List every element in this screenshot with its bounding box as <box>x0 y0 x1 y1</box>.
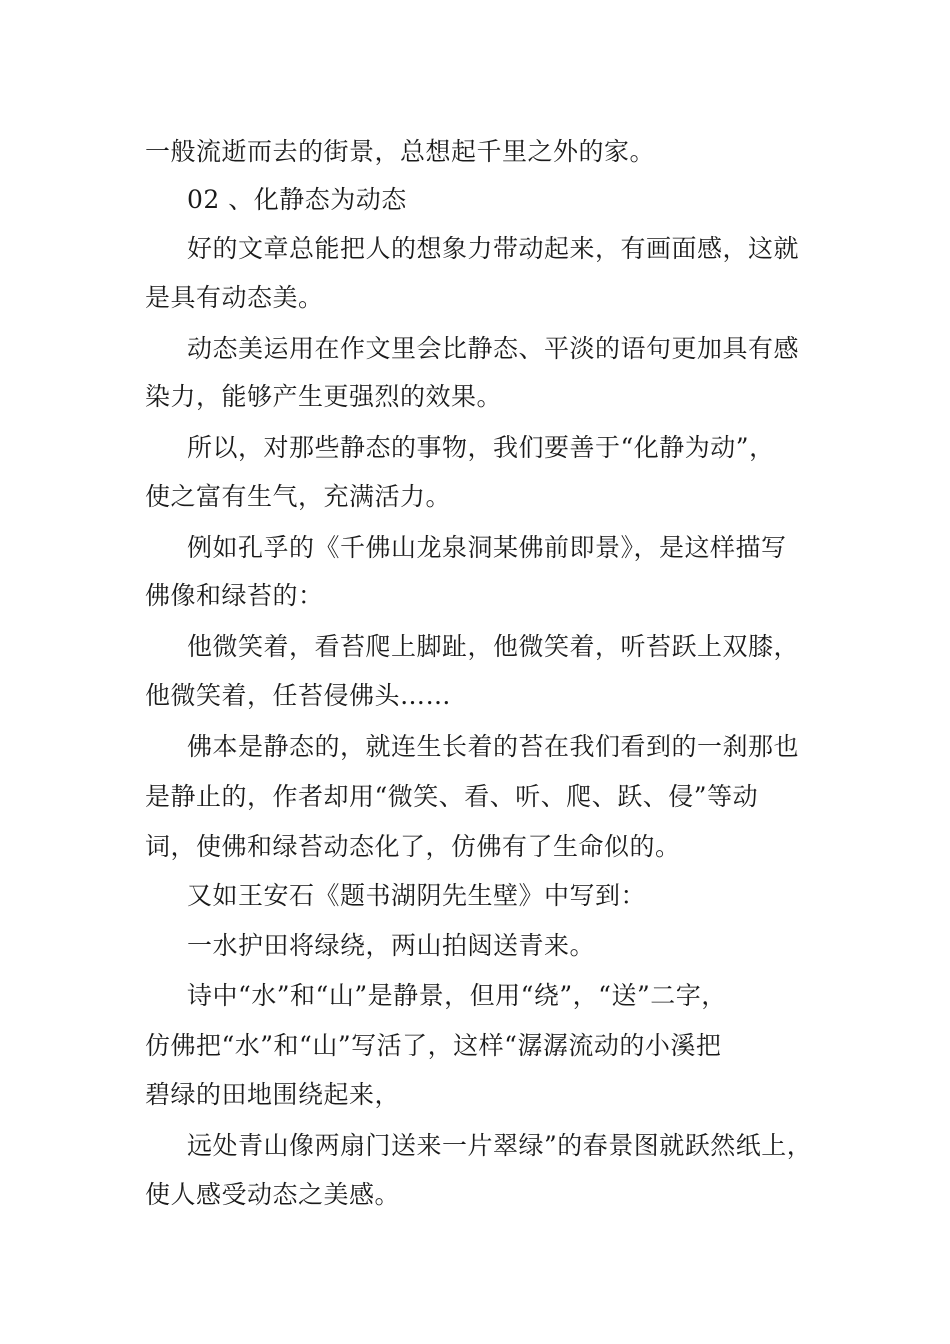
text-line: 仿佛把“水”和“山”写活了，这样“潺潺流动的小溪把 <box>145 1031 722 1060</box>
quote-line: 他微笑着，任苔侵佛头…… <box>145 681 452 710</box>
text-line: 例如孔孚的《千佛山龙泉洞某佛前即景》，是这样描写 <box>187 533 787 562</box>
text-line: 所以，对那些静态的事物，我们要善于“化静为动”， <box>187 433 775 462</box>
section-heading: 02 、化静态为动态 <box>187 185 407 214</box>
text-line: 碧绿的田地围绕起来， <box>145 1080 401 1109</box>
poem-line: 一水护田将绿绕，两山拍闼送青来。 <box>187 931 596 960</box>
text-line: 一般流逝而去的街景，总想起千里之外的家。 <box>145 137 656 166</box>
text-line: 是具有动态美。 <box>145 283 324 312</box>
quote-line: 他微笑着，看苔爬上脚趾，他微笑着，听苔跃上双膝， <box>187 632 800 661</box>
text-line: 远处青山像两扇门送来一片翠绿”的春景图就跃然纸上， <box>187 1131 813 1160</box>
text-line: 使人感受动态之美感。 <box>145 1180 401 1209</box>
text-line: 又如王安石《题书湖阴先生壁》中写到： <box>187 881 647 910</box>
text-line: 使之富有生气，充满活力。 <box>145 482 452 511</box>
text-line: 诗中“水”和“山”是静景，但用“绕”，“送”二字， <box>187 981 727 1010</box>
text-line: 是静止的，作者却用“微笑、看、听、爬、跃、侵”等动 <box>145 782 759 811</box>
text-line: 佛本是静态的，就连生长着的苔在我们看到的一刹那也 <box>187 732 800 761</box>
text-line: 好的文章总能把人的想象力带动起来，有画面感，这就 <box>187 234 800 263</box>
text-line: 动态美运用在作文里会比静态、平淡的语句更加具有感 <box>187 334 800 363</box>
text-line: 染力，能够产生更强烈的效果。 <box>145 382 503 411</box>
text-line: 佛像和绿苔的： <box>145 581 324 610</box>
text-line: 词，使佛和绿苔动态化了，仿佛有了生命似的。 <box>145 832 681 861</box>
